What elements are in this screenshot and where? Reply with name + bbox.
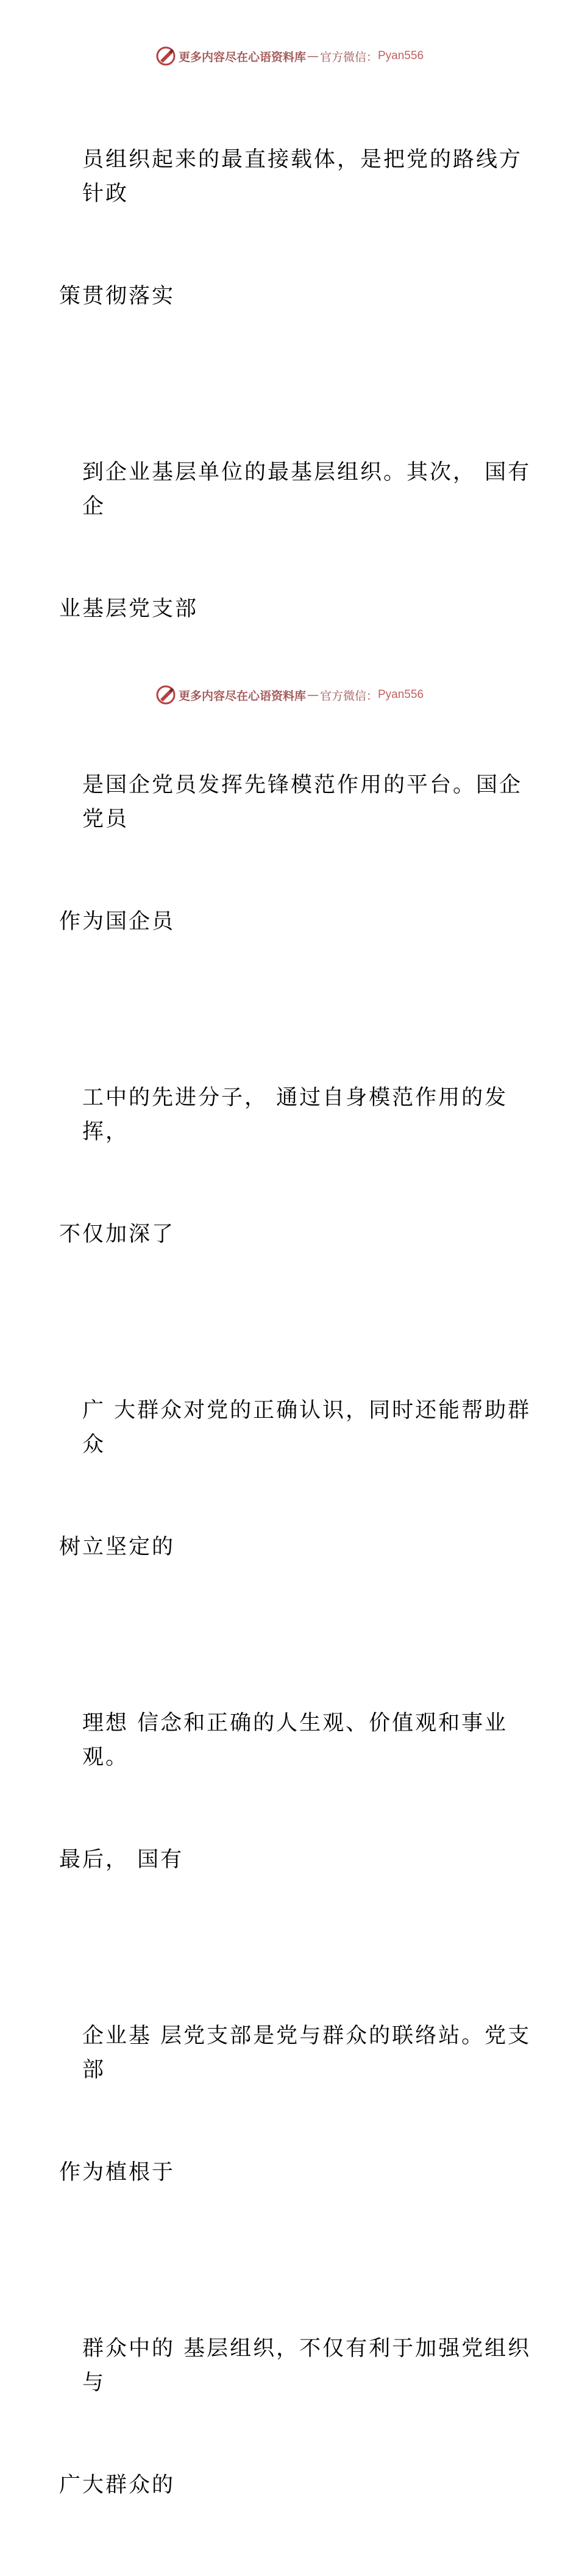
- wechat-label: 官方微信：: [319, 50, 378, 64]
- wechat-handle: Pyan556: [378, 688, 424, 701]
- paragraph-first-line: 是国企党员发挥先锋模范作用的平台。国企党员: [82, 773, 523, 831]
- site-name: 更多内容尽在心语资料库: [178, 689, 306, 703]
- paragraph-continuation: 业基层党支部: [59, 597, 199, 621]
- wechat-label: 官方微信：: [319, 689, 378, 703]
- banner-dash: —: [307, 688, 319, 702]
- paragraph: [59, 1012, 535, 1320]
- pen-logo-icon: [155, 685, 176, 705]
- paragraph-first-line: 广 大群众对党的正确认识，同时还能帮助群众: [82, 1398, 531, 1457]
- paragraph-continuation: 作为植根于: [59, 2160, 176, 2185]
- paragraph-continuation: 树立坚定的: [59, 1535, 176, 1559]
- wechat-handle: Pyan556: [378, 49, 424, 62]
- paragraph-continuation: 策贯彻落实: [59, 284, 176, 308]
- paragraph: [59, 1951, 535, 2258]
- footer-banner: [0, 683, 579, 707]
- paragraph-continuation: 不仅加深了: [59, 1222, 176, 1247]
- header-banner: [0, 44, 579, 68]
- paragraph-continuation: 最后， 国有: [59, 1848, 184, 1872]
- paragraph-first-line: 工中的先进分子， 通过自身模范作用的发挥，: [82, 1086, 508, 1144]
- pen-logo-icon: [155, 46, 176, 66]
- paragraph-first-line: 到企业基层单位的最基层组织。其次， 国有企: [82, 460, 531, 519]
- paragraph: [59, 2263, 535, 2571]
- paragraph: [59, 74, 535, 382]
- paragraph-continuation: 作为国企员: [59, 909, 176, 934]
- banner-dash: —: [307, 49, 319, 63]
- paragraph-continuation: 广大群众的: [59, 2473, 176, 2497]
- paragraph: [59, 1638, 535, 1945]
- paragraph: [59, 387, 535, 694]
- site-name: 更多内容尽在心语资料库: [178, 50, 306, 64]
- paragraph-first-line: 员组织起来的最直接载体，是把党的路线方针政: [82, 148, 523, 206]
- paragraph-first-line: 理想 信念和正确的人生观、价值观和事业观。: [82, 1711, 508, 1770]
- paragraph-first-line: 企业基 层党支部是党与群众的联络站。党支部: [82, 2024, 531, 2082]
- paragraph: [59, 1325, 535, 1632]
- document-body: [59, 74, 535, 2576]
- paragraph-first-line: 群众中的 基层组织，不仅有利于加强党组织与: [82, 2336, 531, 2395]
- paragraph: [59, 700, 535, 1007]
